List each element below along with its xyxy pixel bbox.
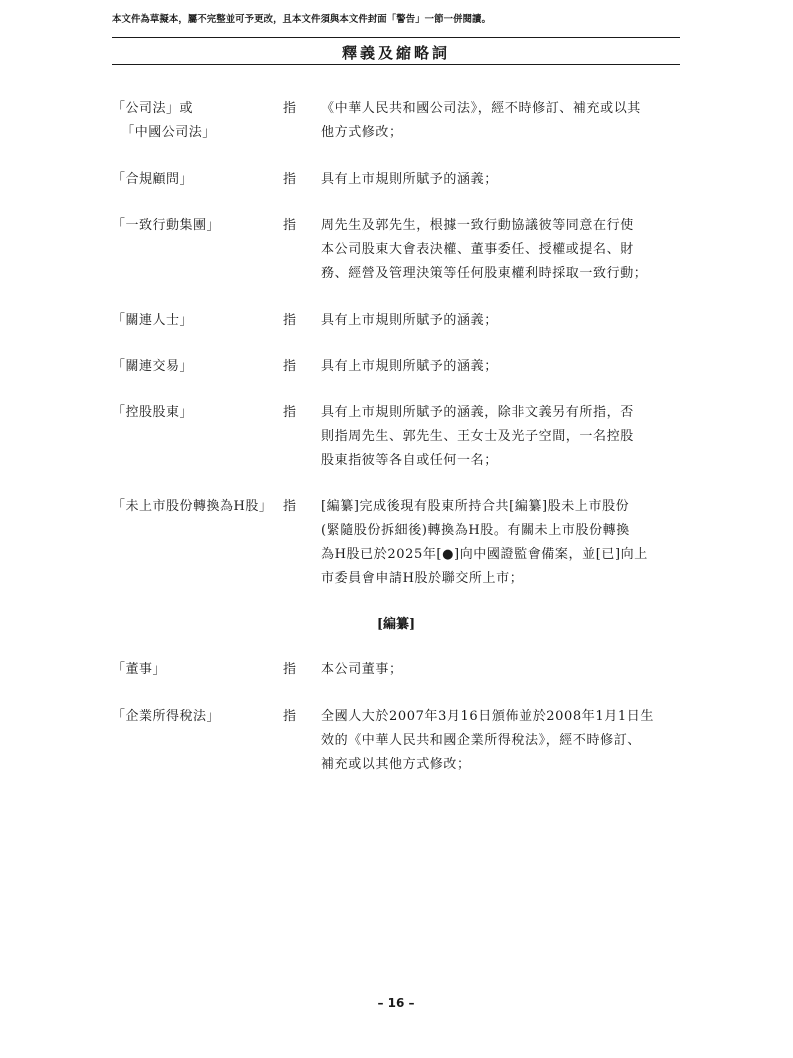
definition-connector: 指 [283,313,297,328]
definition-line: 全國人大於2007年3月16日頒佈並於2008年1月1日生 [321,709,654,724]
definition-connector: 指 [283,218,297,233]
definition-term: 「合規顧問」 [112,172,194,187]
definition-text [321,495,681,591]
definition-term: 「董事」 [112,662,167,677]
definition-line: 為H股已於2025年[●]向中國證監會備案，並[已]向上 [321,547,648,562]
definition-connector: 指 [283,172,297,187]
definition-connector: 指 [283,709,297,724]
page-title: 釋義及縮略詞 [341,44,450,62]
definition-line: 《中華人民共和國公司法》，經不時修訂、補充或以其 [321,101,641,116]
definition-text [321,401,681,473]
definition-line: 具有上市規則所賦予的涵義，除非文義另有所指，否 [321,405,634,420]
header-rule-top [112,37,680,38]
definition-line: 周先生及郭先生，根據一致行動協議彼等同意在行使 [321,218,634,233]
definition-line: 本公司董事； [321,662,403,677]
definition-line: 則指周先生、郭先生、王女士及光子空間，一名控股 [321,429,634,444]
definition-connector: 指 [283,359,297,374]
definition-term: 「一致行動集團」 [112,218,221,233]
definition-line: 市委員會申請H股於聯交所上市； [321,571,524,586]
definition-text [321,658,681,682]
definition-term: 「控股股東」 [112,405,194,420]
definition-term: 「企業所得稅法」 [112,709,221,724]
header-rule-bottom [112,64,680,65]
definition-connector: 指 [283,662,297,677]
definition-line: 具有上市規則所賦予的涵義； [321,172,498,187]
definition-connector: 指 [283,101,297,116]
definition-term: 「關連交易」 [112,359,194,374]
definition-text [321,97,681,145]
definition-text [321,309,681,333]
definition-text [321,168,681,192]
definition-line: 具有上市規則所賦予的涵義； [321,359,498,374]
definition-line: 具有上市規則所賦予的涵義； [321,313,498,328]
definition-text [321,355,681,379]
definition-line: 效的《中華人民共和國企業所得稅法》，經不時修訂、 [321,733,641,748]
definition-line: 補充或以其他方式修改； [321,757,471,772]
definition-line: [編纂]完成後現有股東所持合共[編纂]股未上市股份 [321,499,630,514]
definition-connector: 指 [283,405,297,420]
definition-term: 「關連人士」 [112,313,194,328]
definition-line: 股東指彼等各自或任何一名； [321,453,498,468]
definition-text [321,705,681,777]
redacted-marker: [編纂] [376,617,416,632]
draft-notice: 本文件為草擬本，屬不完整並可予更改，且本文件須與本文件封面「警告」一節一併閱讀。 [112,14,492,25]
definition-line: 務、經營及管理決策等任何股東權利時採取一致行動； [321,266,648,281]
page-number: – 16 – [377,996,415,1010]
definition-line: 本公司股東大會表決權、董事委任、授權或提名、財 [321,242,634,257]
definition-term: 「未上市股份轉換為H股」 [112,499,273,514]
definition-term: 「公司法」或 「中國公司法」 [112,101,216,140]
definition-text [321,214,681,286]
definition-line: (緊隨股份拆細後)轉換為H股。有關未上市股份轉換 [321,523,630,538]
definition-line: 他方式修改； [321,125,403,140]
definition-connector: 指 [283,499,297,514]
